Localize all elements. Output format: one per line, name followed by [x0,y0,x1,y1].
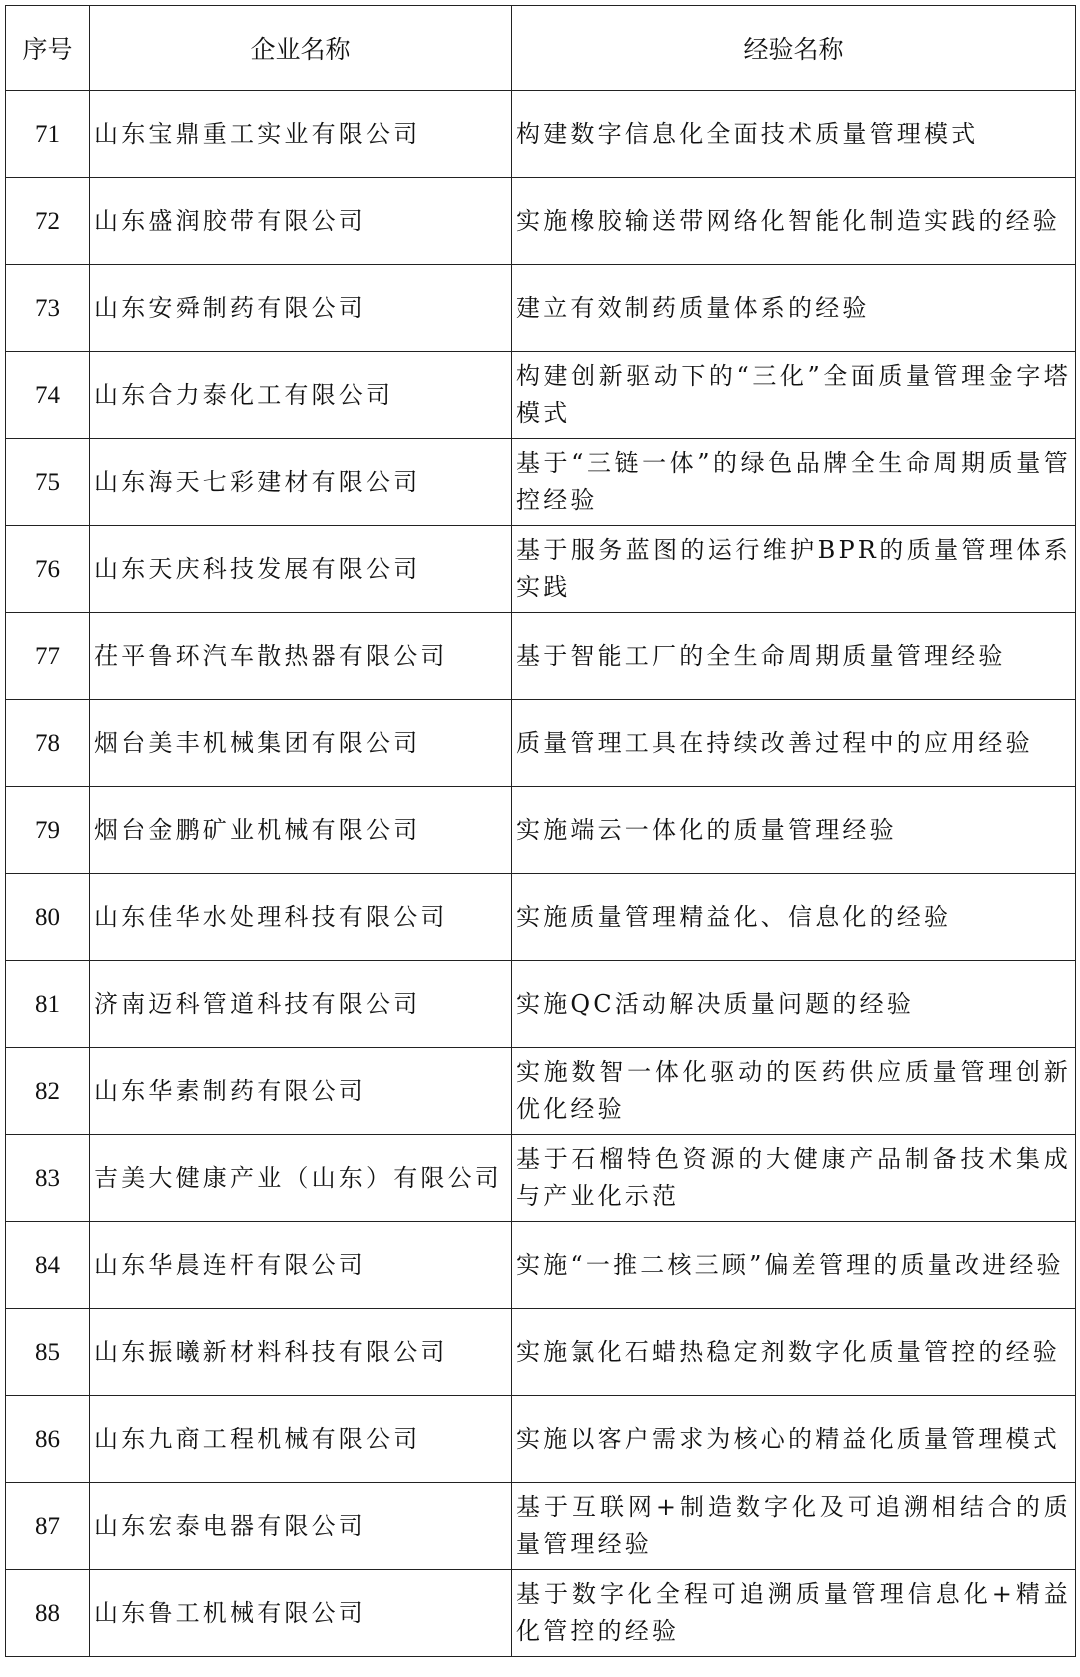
table-row [6,700,1076,787]
company-name: 山东华素制药有限公司 [90,1048,512,1135]
experience-name: 基于服务蓝图的运行维护BPR的质量管理体系实践 [512,526,1076,613]
row-number: 74 [6,352,90,439]
company-name: 山东盛润胶带有限公司 [90,178,512,265]
table-row [6,526,1076,613]
table-row [6,91,1076,178]
row-number: 75 [6,439,90,526]
experience-name: 基于数字化全程可追溯质量管理信息化+精益化管控的经验 [512,1570,1076,1657]
table-row [6,1570,1076,1657]
experience-name: 基于石榴特色资源的大健康产品制备技术集成与产业化示范 [512,1135,1076,1222]
row-number: 73 [6,265,90,352]
row-number: 84 [6,1222,90,1309]
experience-name: 质量管理工具在持续改善过程中的应用经验 [512,700,1076,787]
table-row [6,1222,1076,1309]
table-header-row [6,6,1076,91]
table-row [6,1396,1076,1483]
experience-name: 实施端云一体化的质量管理经验 [512,787,1076,874]
experience-table [5,5,1076,1657]
company-name: 山东宝鼎重工实业有限公司 [90,91,512,178]
experience-name: 实施数智一体化驱动的医药供应质量管理创新优化经验 [512,1048,1076,1135]
experience-name: 实施氯化石蜡热稳定剂数字化质量管控的经验 [512,1309,1076,1396]
company-name: 烟台美丰机械集团有限公司 [90,700,512,787]
company-name: 山东宏泰电器有限公司 [90,1483,512,1570]
experience-name: 实施“一推二核三顾”偏差管理的质量改进经验 [512,1222,1076,1309]
company-name: 山东鲁工机械有限公司 [90,1570,512,1657]
table-row [6,1309,1076,1396]
row-number: 76 [6,526,90,613]
table-row [6,1135,1076,1222]
company-name: 山东佳华水处理科技有限公司 [90,874,512,961]
company-name: 山东天庆科技发展有限公司 [90,526,512,613]
table-row [6,439,1076,526]
table-row [6,352,1076,439]
experience-name: 构建数字信息化全面技术质量管理模式 [512,91,1076,178]
company-name: 茌平鲁环汽车散热器有限公司 [90,613,512,700]
table-row [6,1048,1076,1135]
header-no: 序号 [6,6,90,91]
header-experience: 经验名称 [512,6,1076,91]
row-number: 87 [6,1483,90,1570]
table-row [6,265,1076,352]
company-name: 山东安舜制药有限公司 [90,265,512,352]
row-number: 86 [6,1396,90,1483]
experience-name: 基于“三链一体”的绿色品牌全生命周期质量管控经验 [512,439,1076,526]
row-number: 82 [6,1048,90,1135]
company-name: 济南迈科管道科技有限公司 [90,961,512,1048]
row-number: 72 [6,178,90,265]
experience-name: 实施以客户需求为核心的精益化质量管理模式 [512,1396,1076,1483]
row-number: 78 [6,700,90,787]
company-name: 烟台金鹏矿业机械有限公司 [90,787,512,874]
row-number: 88 [6,1570,90,1657]
row-number: 81 [6,961,90,1048]
experience-name: 建立有效制药质量体系的经验 [512,265,1076,352]
company-name: 山东九商工程机械有限公司 [90,1396,512,1483]
header-company: 企业名称 [90,6,512,91]
row-number: 77 [6,613,90,700]
experience-name: 实施质量管理精益化、信息化的经验 [512,874,1076,961]
row-number: 79 [6,787,90,874]
table-row [6,874,1076,961]
table-row [6,613,1076,700]
row-number: 85 [6,1309,90,1396]
table-row [6,178,1076,265]
experience-name: 构建创新驱动下的“三化”全面质量管理金字塔模式 [512,352,1076,439]
row-number: 83 [6,1135,90,1222]
row-number: 71 [6,91,90,178]
company-name: 山东合力泰化工有限公司 [90,352,512,439]
table-row [6,961,1076,1048]
company-name: 山东海天七彩建材有限公司 [90,439,512,526]
experience-name: 实施QC活动解决质量问题的经验 [512,961,1076,1048]
experience-name: 基于互联网+制造数字化及可追溯相结合的质量管理经验 [512,1483,1076,1570]
experience-name: 实施橡胶输送带网络化智能化制造实践的经验 [512,178,1076,265]
row-number: 80 [6,874,90,961]
company-name: 吉美大健康产业（山东）有限公司 [90,1135,512,1222]
company-name: 山东振曦新材料科技有限公司 [90,1309,512,1396]
table-row [6,1483,1076,1570]
company-name: 山东华晨连杆有限公司 [90,1222,512,1309]
table-row [6,787,1076,874]
experience-name: 基于智能工厂的全生命周期质量管理经验 [512,613,1076,700]
